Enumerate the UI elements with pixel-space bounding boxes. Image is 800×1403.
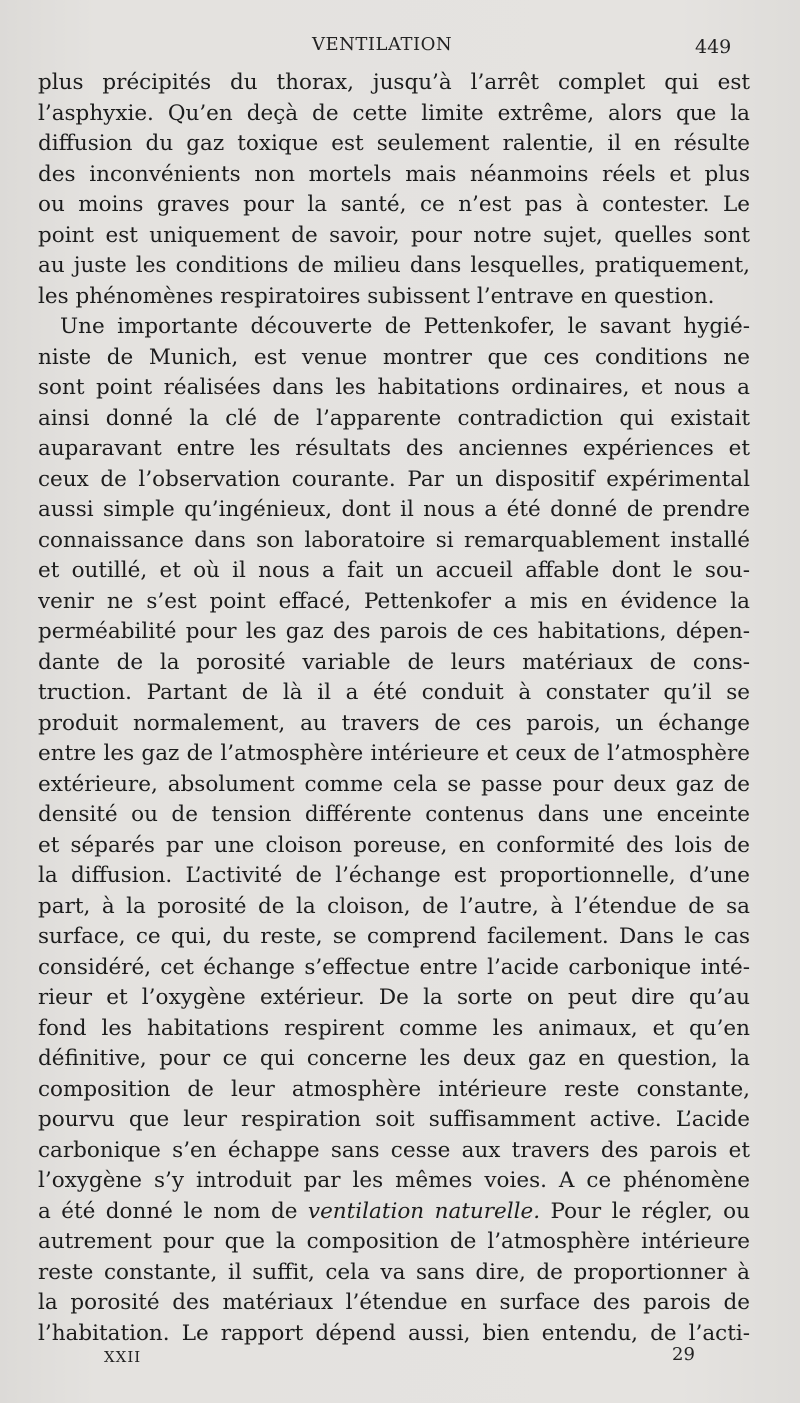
text-line: Une importante découverte de Pettenkofer, le savant hygié- <box>60 314 750 339</box>
text-line: et séparés par une cloison poreuse, en conformité des lois de <box>38 832 750 858</box>
body-text <box>38 68 750 1349</box>
text-line: fond les habitations respirent comme les animaux, et qu’en <box>38 1015 750 1041</box>
text-line: extérieure, absolument comme cela se passe pour deux gaz de <box>38 771 750 797</box>
text-line: niste de Munich, est venue montrer que ces conditions ne <box>38 344 750 370</box>
text-line: pourvu que leur respiration soit suffisamment active. L’acide <box>38 1107 750 1132</box>
text-line: au juste les conditions de milieu dans lesquelles, pratiquement, <box>38 253 750 278</box>
text-line: des inconvénients non mortels mais néanmoins réels et plus <box>38 161 750 187</box>
text-line: l’habitation. Le rapport dépend aussi, bien entendu, de l’acti- <box>38 1320 750 1346</box>
text-line: densité ou de tension différente contenus dans une enceinte <box>38 802 750 827</box>
text-line: reste constante, il suffit, cela va sans dire, de proportionner à <box>38 1259 750 1285</box>
text-line: perméabilité pour les gaz des parois de ces habitations, dépen- <box>38 619 750 644</box>
text-line: venir ne s’est point effacé, Pettenkofer a mis en évidence la <box>38 588 750 614</box>
text-line: autrement pour que la composition de l’atmosphère intérieure <box>38 1229 750 1254</box>
text-line: carbonique s’en échappe sans cesse aux travers des parois et <box>38 1137 750 1163</box>
text-line: plus précipités du thorax, jusqu’à l’arrêt complet qui est <box>38 70 750 95</box>
text-line: les phénomènes respiratoires subissent l’entrave en question. <box>38 283 715 309</box>
text-line: et outillé, et où il nous a fait un accueil affable dont le sou- <box>38 558 750 583</box>
text-line: définitive, pour ce qui concerne les deux gaz en question, la <box>38 1046 750 1071</box>
text-line: ainsi donné la clé de l’apparente contradiction qui existait <box>38 405 750 431</box>
text-line: aussi simple qu’ingénieux, dont il nous a été donné de prendre <box>38 497 750 522</box>
text-line: connaissance dans son laboratoire si remarquablement installé <box>38 527 750 553</box>
text-line: rieur et l’oxygène extérieur. De la sorte on peut dire qu’au <box>38 985 750 1010</box>
text-line-with-italic <box>38 1197 750 1228</box>
text-line: auparavant entre les résultats des anciennes expériences et <box>38 436 750 461</box>
text-line: l’asphyxie. Qu’en deçà de cette limite extrême, alors que la <box>38 100 750 126</box>
text-line: ceux de l’observation courante. Par un dispositif expérimental <box>38 466 750 492</box>
text-line: composition de leur atmosphère intérieure reste constante, <box>38 1076 750 1102</box>
running-title: VENTILATION <box>312 34 453 55</box>
signature-mark: XXII <box>104 1348 142 1366</box>
text-line: dante de la porosité variable de leurs matériaux de cons- <box>38 649 750 675</box>
text-fragment: a été donné le nom de <box>38 1198 308 1224</box>
text-line: produit normalement, au travers de ces parois, un échange <box>38 710 750 736</box>
signature-number: 29 <box>672 1344 695 1365</box>
text-fragment: Pour le régler, ou <box>540 1198 750 1224</box>
text-line: l’oxygène s’y introduit par les mêmes voies. A ce phénomène <box>38 1168 750 1193</box>
text-line: diffusion du gaz toxique est seulement ralentie, il en résulte <box>38 131 750 156</box>
text-line: part, à la porosité de la cloison, de l’autre, à l’étendue de sa <box>38 893 750 919</box>
page-footer <box>0 1342 800 1372</box>
italic-term: ventilation naturelle. <box>307 1198 541 1224</box>
text-line: ou moins graves pour la santé, ce n’est pas à contester. Le <box>38 192 750 217</box>
text-line: point est uniquement de savoir, pour notre sujet, quelles sont <box>38 222 750 248</box>
page-number: 449 <box>695 36 732 58</box>
text-line: truction. Partant de là il a été conduit à constater qu’il se <box>38 680 750 705</box>
text-line: la diffusion. L’activité de l’échange est proportionnelle, d’une <box>38 863 750 888</box>
text-line: surface, ce qui, du reste, se comprend facilement. Dans le cas <box>38 924 750 949</box>
running-head <box>0 30 800 60</box>
text-line: considéré, cet échange s’effectue entre l’acide carbonique inté- <box>38 954 750 980</box>
text-line: entre les gaz de l’atmosphère intérieure et ceux de l’atmosphère <box>38 741 750 766</box>
text-line: la porosité des matériaux l’étendue en surface des parois de <box>38 1290 750 1315</box>
text-line: sont point réalisées dans les habitations ordinaires, et nous a <box>38 375 750 400</box>
